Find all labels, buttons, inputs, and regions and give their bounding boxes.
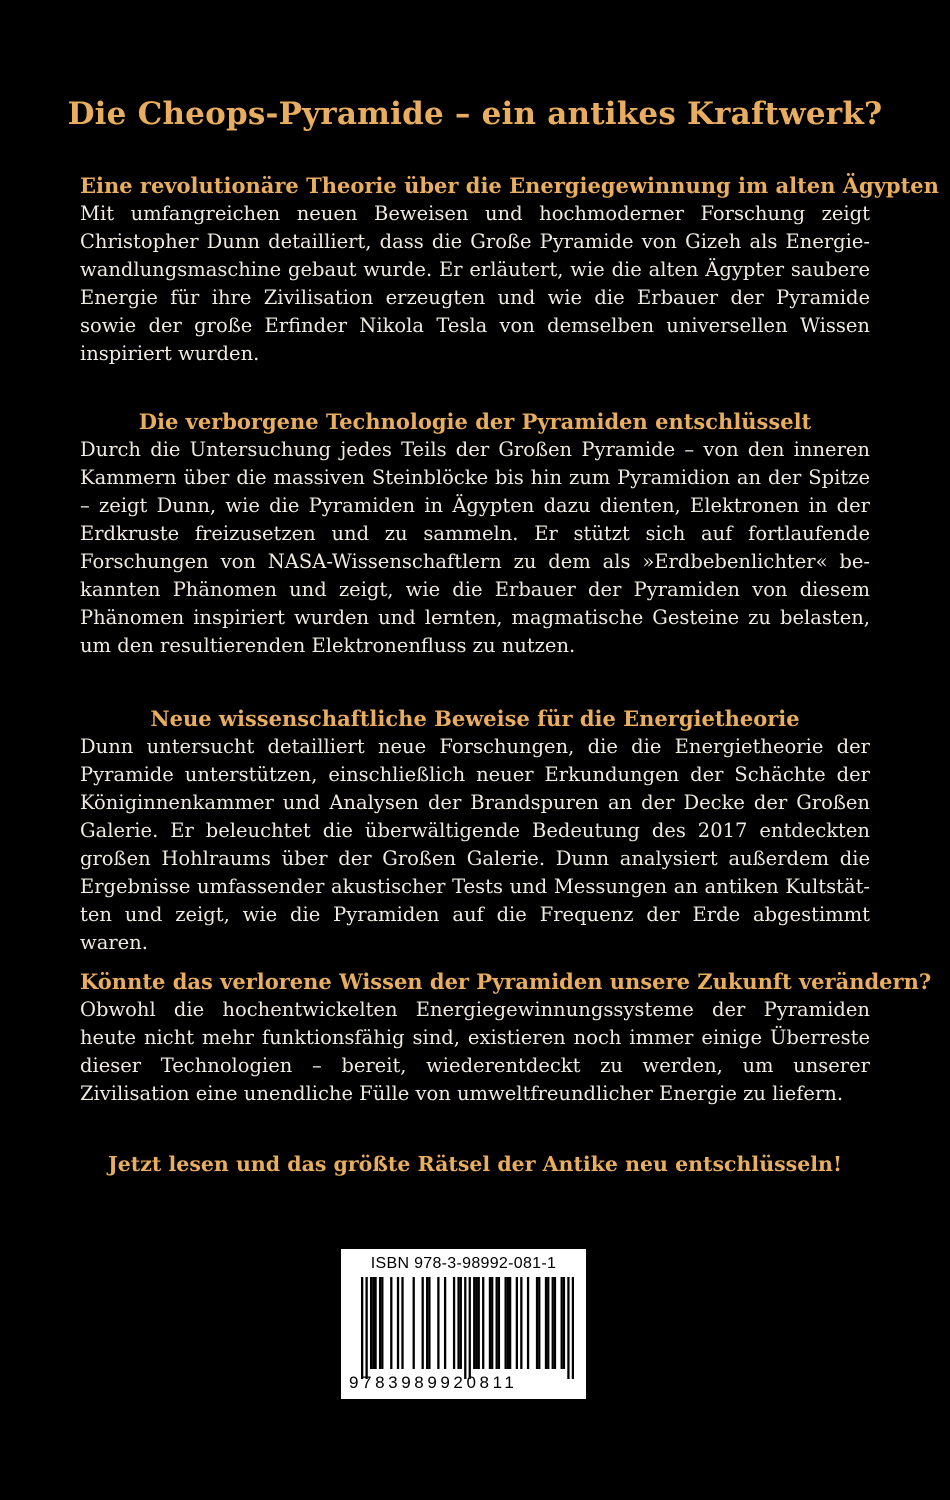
section-heading: Könnte das verlorene Wissen der Pyramiden unsere Zukunft verändern? [80,969,932,994]
barcode-bar [457,1277,459,1369]
barcode-bar [379,1277,381,1369]
barcode-bar [567,1277,569,1379]
barcode-bar [426,1277,428,1369]
barcode-bar [547,1277,549,1369]
isbn-barcode [341,1249,586,1399]
barcode-bar [572,1277,574,1379]
barcode-bar [390,1277,392,1369]
barcode-bar [361,1277,363,1379]
barcode-bar [444,1277,446,1369]
barcode-bar [498,1277,500,1369]
section-heading: Eine revolutionäre Theorie über die Energiegewinnung im alten Ägypten [80,173,939,198]
ean-digits: 9783989920811 [349,1373,518,1392]
page-title: Die Cheops-Pyramide – ein antikes Kraftwerk? [67,96,883,132]
barcode-bars [361,1277,574,1379]
barcode-bar [552,1277,554,1369]
barcode-bar [496,1277,498,1369]
barcode-bar [453,1277,455,1369]
isbn-label: ISBN 978-3-98992-081-1 [370,1255,557,1272]
barcode-bar [536,1277,538,1369]
barcode-bar [365,1277,367,1379]
barcode-bar [464,1277,466,1379]
barcode-bar [374,1277,376,1369]
barcode-bar [482,1277,484,1369]
barcode-bar [554,1277,556,1369]
barcode-bar [469,1277,471,1379]
section-body: Dunn untersucht detailliert neue Forschungen, die die Energietheorie der Pyramide unterstützen, einschließlich neuer Erkundungen der Schächte der Königinnenkammer und Analysen der Brandspuren an der Decke der Großen Galerie. Er beleuchtet die überwältigende Bedeutung des 2017 entdeckten großen Hohlraums über der Großen Galerie. Dunn analysiert außerdem die Ergebnisse umfassender akustischer Tests und Messungen an antiken Kultstätten und zeigt, wie die Pyramiden auf die Frequenz der Erde abgestimmt waren. [80,735,870,954]
closing-call-to-action: Jetzt lesen und das größte Rätsel der Antike neu entschlüsseln! [108,1152,842,1176]
barcode-bar [520,1277,522,1369]
section-body: Durch die Untersuchung jedes Teils der Großen Pyramide – von den inneren Kammern über die massiven Steinblöcke bis hin zum Pyramidion an der Spitze – zeigt Dunn, wie die Pyramiden in Ägypten dazu dienten, Elektronen in der Erdkruste freizusetzen und zu sammeln. Er stützt sich auf fortlaufende Forschungen von NASA-Wissenschaftlern zu dem als »Erdbebenlichter« bekannten Phänomen und zeigt, wie die Erbauer der Pyramiden von diesem Phänomen inspiriert wurden und lernten, magmatische Gesteine zu belasten, um den resultierenden Elektronenfluss zu nutzen. [80,438,870,657]
barcode-bar [428,1277,430,1369]
section-scientific-evidence [80,705,870,957]
section-heading: Die verborgene Technologie der Pyramiden entschlüsselt [138,409,812,434]
section-revolutionary-theory [80,172,939,368]
barcode-bar [381,1277,383,1369]
barcode-bar [563,1277,565,1369]
section-body: Obwohl die hochentwickelten Energiegewinnungssysteme der Pyramiden heute nicht mehr funktionsfähig sind, existieren noch immer einige Überreste dieser Technologien – bereit, wiederentdeckt zu werden, um unserer Zivilisation eine unendliche Fülle von umweltfreundlicher Energie zu liefern. [80,998,870,1105]
barcode-bar [545,1277,547,1369]
barcode-bar [509,1277,511,1369]
barcode-bar [489,1277,491,1369]
barcode-bar [538,1277,540,1369]
barcode-bar [422,1277,424,1369]
barcode-bar [478,1277,480,1369]
section-heading: Neue wissenschaftliche Beweise für die Energietheorie [150,706,800,731]
section-body: Mit umfangreichen neuen Beweisen und hochmoderner Forschung zeigt Christopher Dunn detailliert, dass die Große Pyramide von Gizeh als Energiewandlungsmaschine gebaut wurde. Er erläutert, wie die alten Ägypter saubere Energie für ihre Zivilisation erzeugten und wie die Erbauer der Pyramide sowie der große Erfinder Nikola Tesla von demselben universellen Wissen inspiriert wurden. [80,202,870,365]
barcode-bar [527,1277,529,1369]
barcode-bar [516,1277,518,1369]
barcode-bar [372,1277,374,1369]
barcode-bar [507,1277,509,1369]
barcode-bar [561,1277,563,1369]
barcode-bar [370,1277,372,1369]
barcode-bar [437,1277,439,1369]
barcode-bar [504,1277,506,1369]
section-lost-knowledge [80,968,932,1108]
barcode-bar [401,1277,403,1369]
barcode-bar [475,1277,477,1369]
barcode-bar [413,1277,415,1369]
barcode-bar [397,1277,399,1369]
barcode-bar [460,1277,462,1369]
barcode-bar [491,1277,493,1369]
barcode-bar [473,1277,475,1369]
section-hidden-technology [80,408,870,660]
